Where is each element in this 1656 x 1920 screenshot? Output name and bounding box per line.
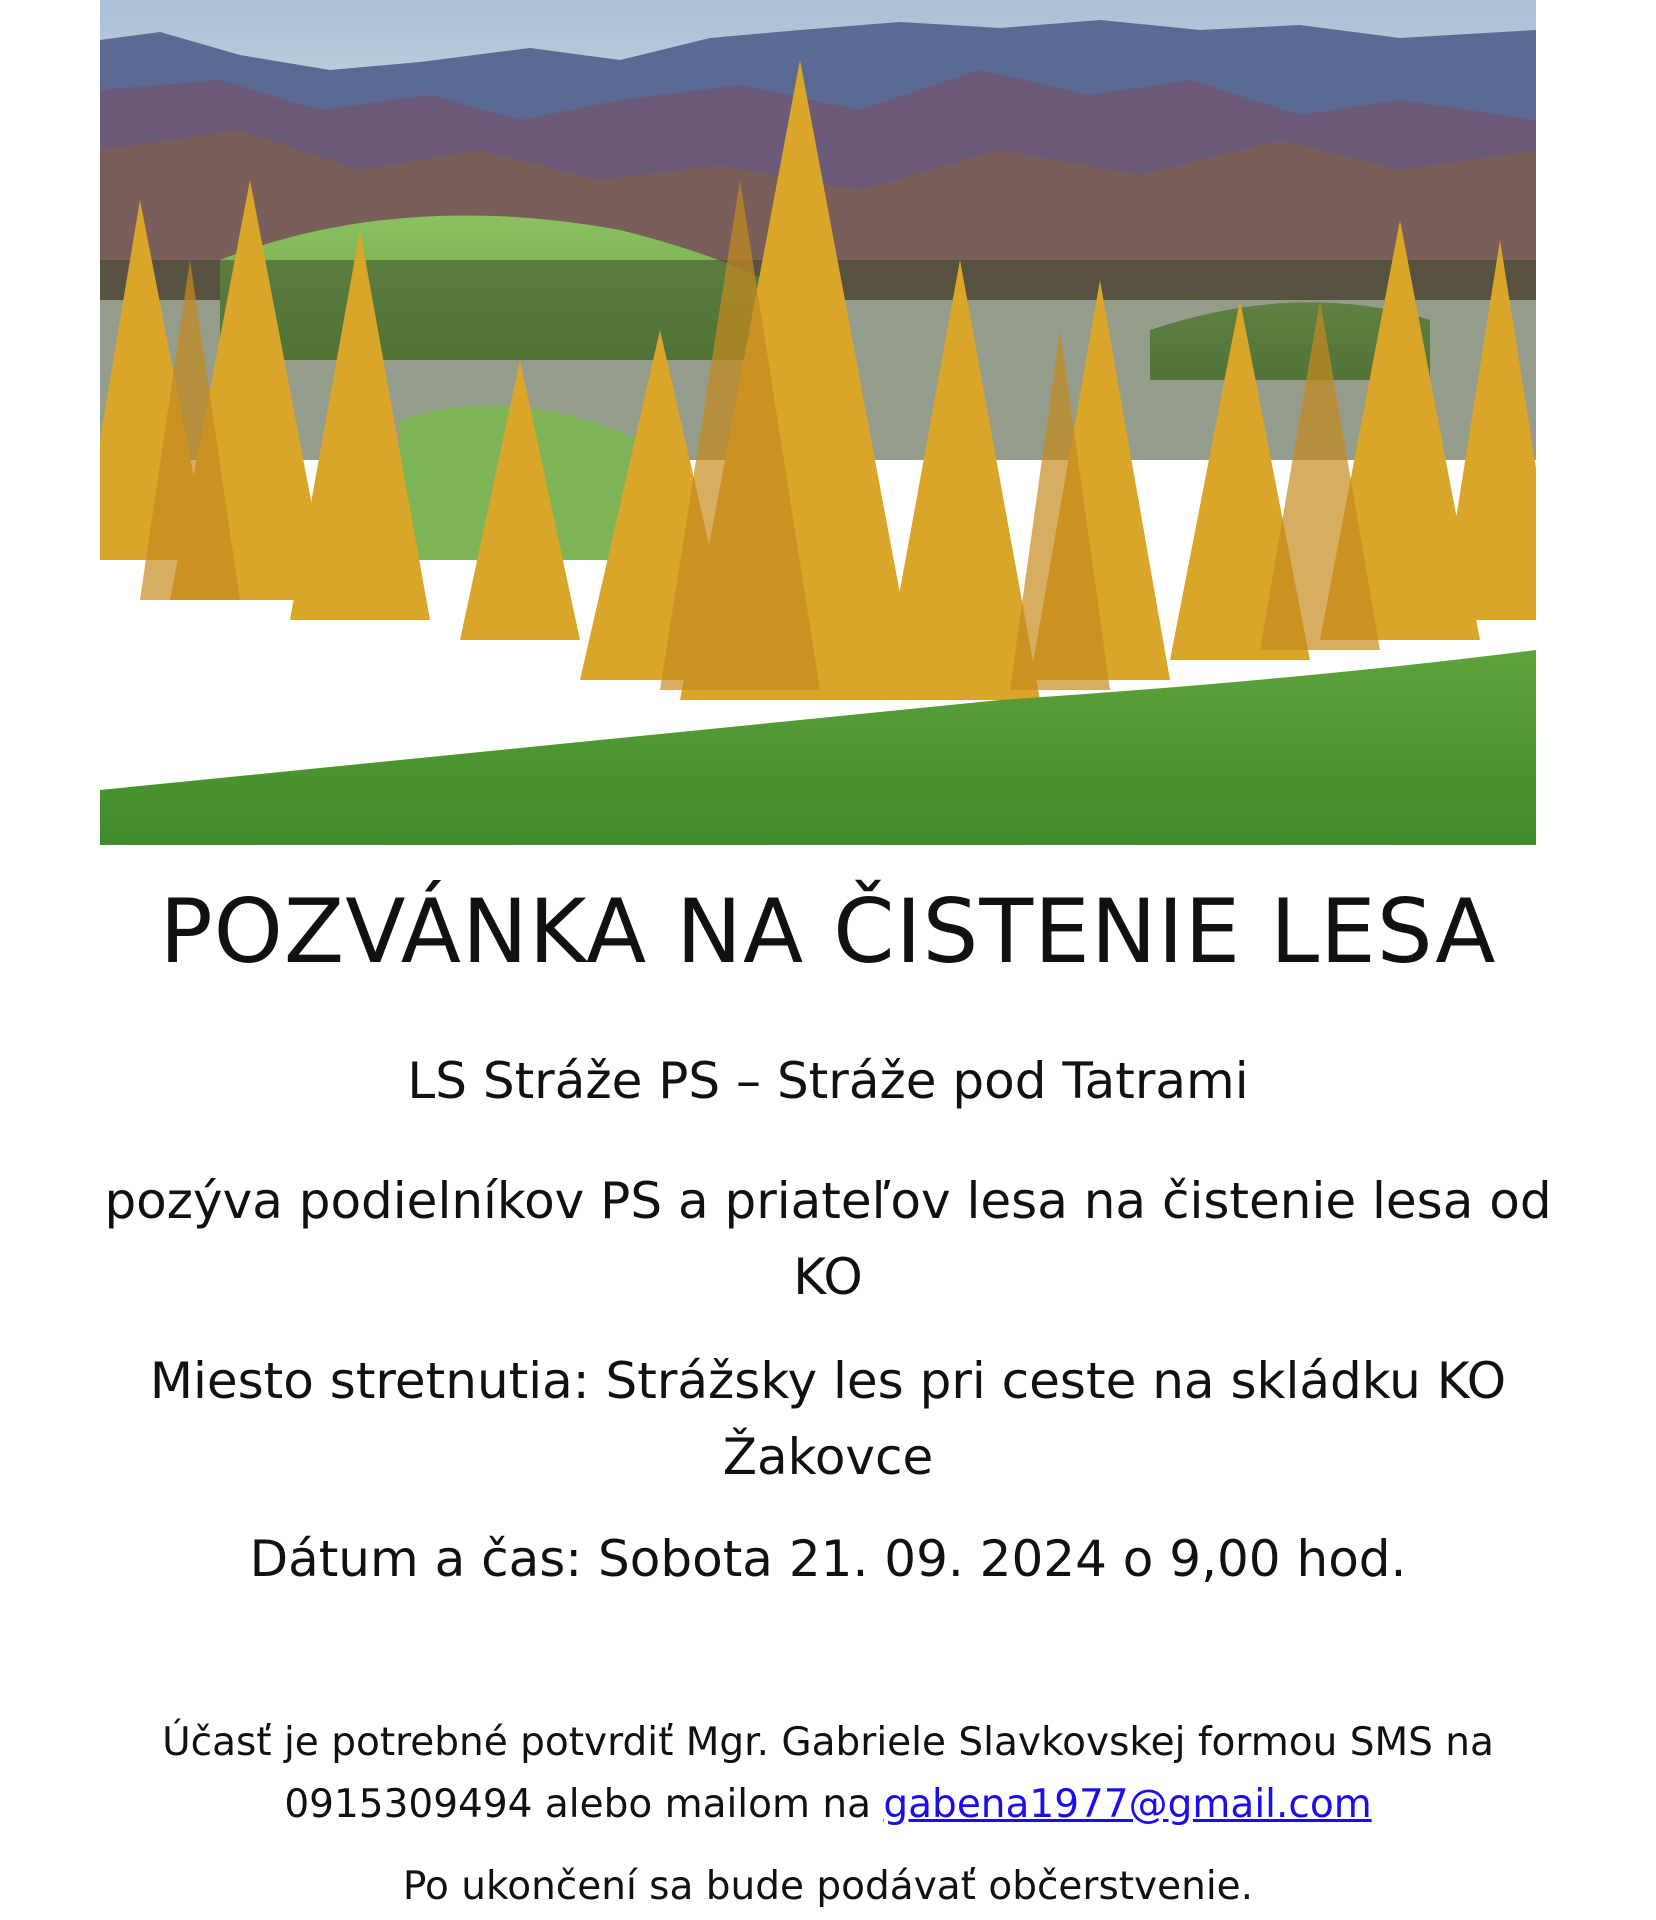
page-title: POZVÁNKA NA ČISTENIE LESA — [159, 880, 1497, 983]
meeting-place — [60, 1343, 1596, 1495]
meeting-place-line-2: Žakovce — [722, 1428, 934, 1486]
confirmation-note — [60, 1712, 1596, 1836]
organizer-subtitle: LS Stráže PS – Stráže pod Tatrami — [407, 1052, 1249, 1110]
forest-landscape-photo — [100, 0, 1536, 845]
invitation-line-2: KO — [793, 1248, 863, 1306]
forest-landscape-image — [100, 0, 1536, 845]
invitation-text — [60, 1163, 1596, 1315]
meeting-place-line-1: Miesto stretnutia: Strážsky les pri ceste na skládku KO — [149, 1352, 1507, 1410]
refreshment-note: Po ukončení sa bude podávať občerstvenie. — [402, 1864, 1254, 1909]
event-datetime: Dátum a čas: Sobota 21. 09. 2024 o 9,00 hod. — [249, 1530, 1407, 1588]
confirmation-line-2 — [60, 1774, 1596, 1836]
confirmation-phone-text: 0915309494 alebo mailom na — [284, 1782, 884, 1827]
invitation-line-1: pozýva podielníkov PS a priateľov lesa na čistenie lesa od — [104, 1172, 1552, 1230]
email-link[interactable]: gabena1977@gmail.com — [883, 1782, 1372, 1827]
confirmation-line-1: Účasť je potrebné potvrdiť Mgr. Gabriele Slavkovskej formou SMS na — [162, 1720, 1494, 1765]
